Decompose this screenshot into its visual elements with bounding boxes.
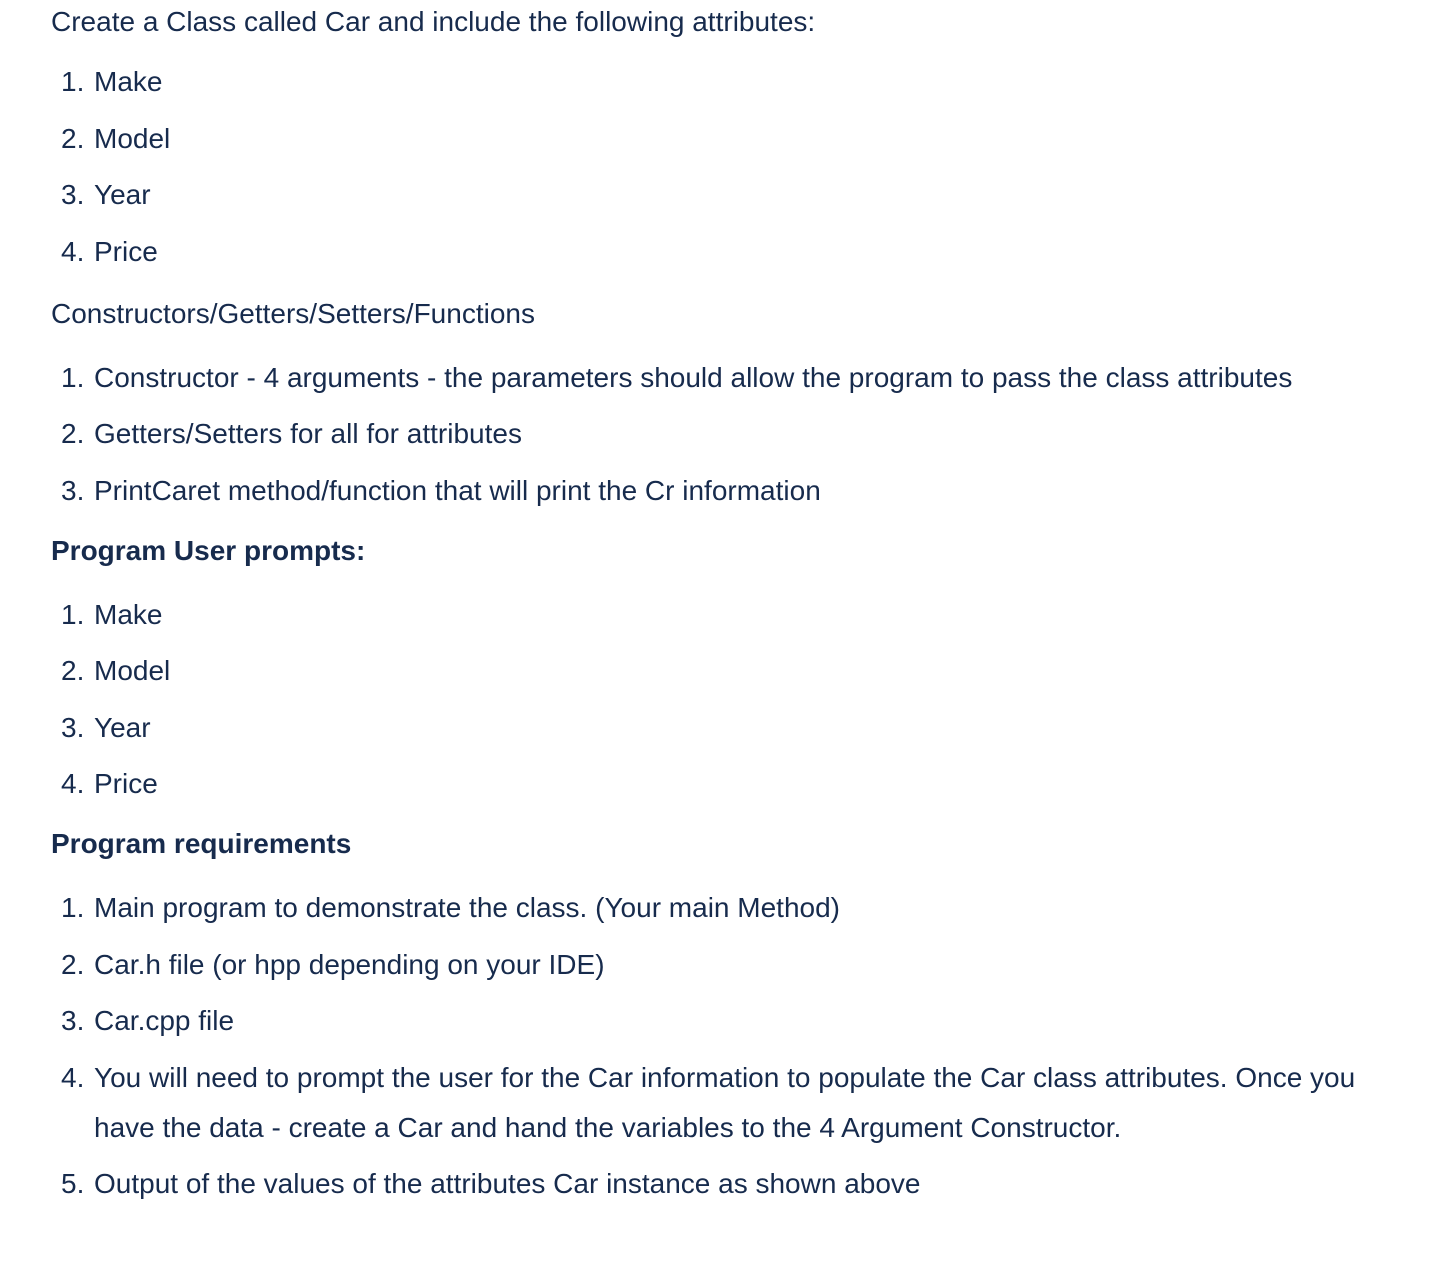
list-item-text: Model [94,122,171,154]
list-number: 3. [61,711,85,743]
requirements-heading: Program requirements [51,828,352,859]
list-number: 4. [61,768,85,799]
list-item [51,590,1421,640]
list-number: 4. [61,235,85,267]
list-number: 3. [61,474,85,506]
list-item [51,646,1421,696]
list-item-text: Year [94,179,151,210]
list-item-text: Main program to demonstrate the class. (Your main Method) [94,892,840,923]
list-item [51,1159,1421,1209]
list-item [51,466,1421,516]
list-item [51,883,1421,933]
list-item [51,57,1421,107]
list-item [51,940,1421,990]
list-number: 5. [61,1168,85,1199]
list-item-text: Car.h file (or hpp depending on your IDE) [94,948,605,980]
list-number: 2. [61,122,85,154]
list-item [51,759,1421,809]
list-item-text: Output of the values of the attributes Car instance as shown above [94,1168,921,1199]
constructors-heading: Constructors/Getters/Setters/Functions [51,297,535,329]
intro-paragraph: Create a Class called Car and include the following attributes: [51,6,816,37]
list-number: 2. [61,655,85,686]
list-item-text: Make [94,598,163,630]
list-number: 1. [61,361,85,393]
list-item-text: Model [94,655,171,686]
list-item [51,170,1421,220]
list-item [51,703,1421,753]
document-body [51,0,1421,1216]
prompts-list [51,590,1421,810]
list-number: 2. [61,948,85,980]
list-item-text: Car.cpp file [94,1005,235,1036]
list-number: 2. [61,418,85,449]
list-item-text: Constructor - 4 arguments - the parameters should allow the program to pass the class attributes [94,361,1293,393]
list-item [51,353,1421,403]
list-item [51,227,1421,277]
requirements-list [51,883,1421,1209]
list-item-text: Price [94,235,158,267]
list-number: 1. [61,66,85,97]
prompts-heading: Program User prompts: [51,534,366,566]
attributes-list [51,57,1421,277]
constructors-list [51,353,1421,516]
list-number: 1. [61,598,85,630]
list-item [51,409,1421,459]
list-item-text: Getters/Setters for all for attributes [94,418,522,449]
list-item [51,114,1421,164]
list-item-text: Make [94,66,163,97]
list-number: 3. [61,1005,85,1036]
list-number: 3. [61,179,85,210]
list-item-text: Year [94,711,151,743]
list-item-text: Price [94,768,158,799]
list-item-text: PrintCaret method/function that will print the Cr information [94,474,821,506]
list-item [51,996,1421,1046]
list-number: 1. [61,892,85,923]
list-number: 4. [61,1061,85,1093]
list-item [51,1053,1421,1153]
list-item-text: You will need to prompt the user for the Car information to populate the Car class attributes. Once you have the data - create a Car and hand the variables to the 4 Argument Constructor. [94,1061,1356,1143]
